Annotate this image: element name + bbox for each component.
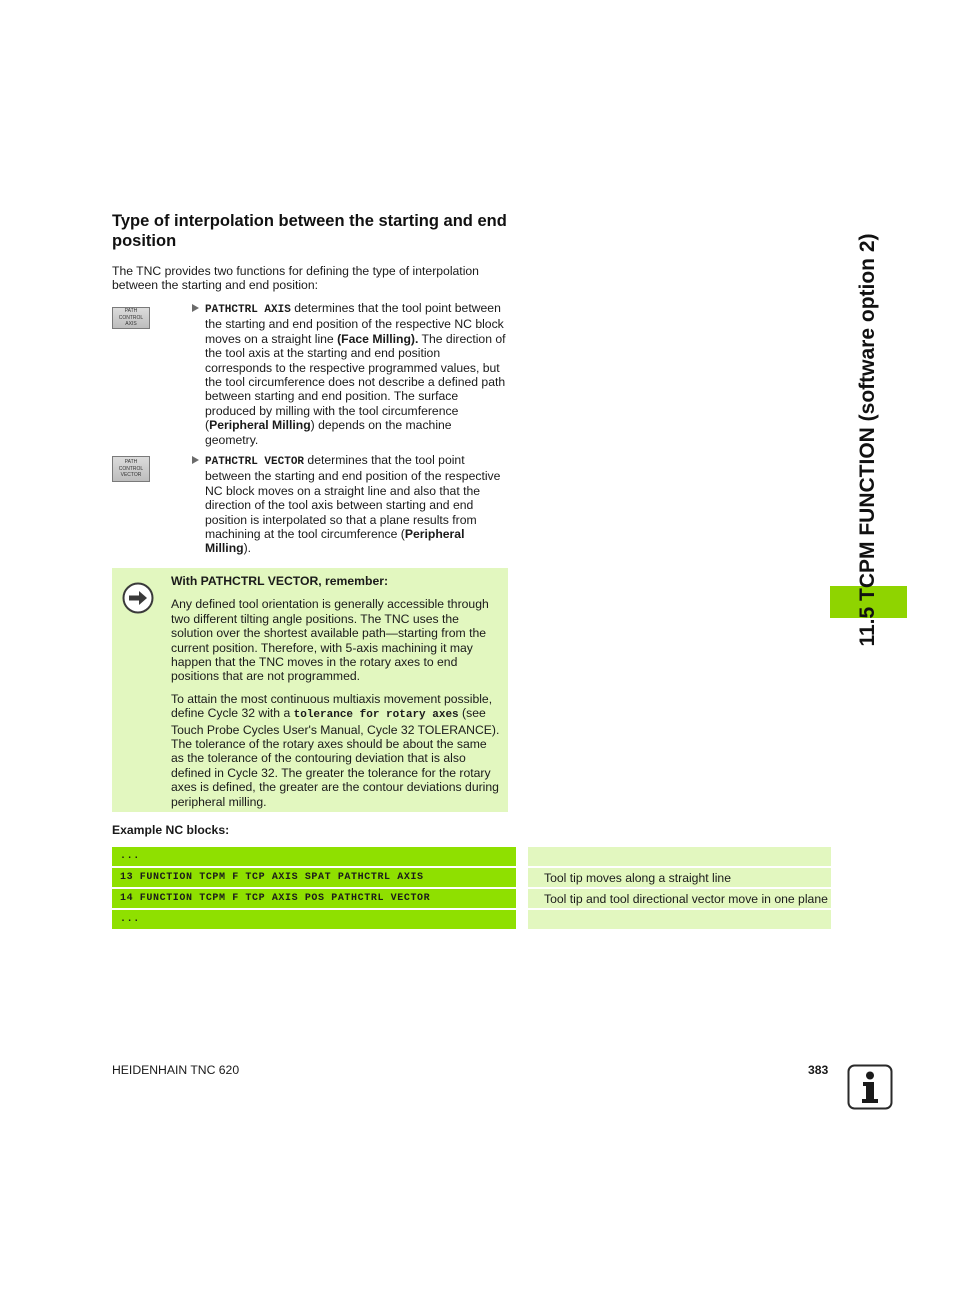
note-box [112,568,508,812]
bold-term: (Face Milling). [337,331,419,346]
note-heading: With PATHCTRL VECTOR, remember: [171,574,389,588]
table-row [112,868,831,887]
code-term: PATHCTRL AXIS [205,304,291,316]
code-term: tolerance for rotary axes [293,709,459,722]
bullet-text [205,453,507,556]
note-content [171,574,501,817]
softkey-line: PATH [124,459,138,466]
softkey-path-control-vector[interactable] [112,456,150,482]
nc-example-table [112,845,831,931]
chapter-title: 11.5 TCPM FUNCTION (software option 2) [856,233,879,647]
softkey-path-control-axis[interactable] [112,307,150,329]
softkey-line: VECTOR [120,472,142,479]
nc-code-cell: 14 FUNCTION TCPM F TCP AXIS POS PATHCTRL VECTOR [112,889,516,908]
bullet-text [205,301,507,447]
table-row [112,889,831,908]
note-paragraph [171,692,501,809]
cell-spacer [516,847,528,866]
table-row [112,910,831,929]
table-row [112,847,831,866]
bullet-pathctrl-axis [192,301,507,447]
triangle-right-icon [192,456,199,464]
text-run: (see Touch Probe Cycles User's Manual, Cycle 32 TOLERANCE). The tolerance of the rotary axes should be about the same as the tolerance of the contouring deviation that is also defined in Cycle 32. The greater the tolerance for the rotary axes is defined, the greater are the contour deviations during peripheral milling. [171,706,500,809]
triangle-right-icon [192,304,199,312]
text-run: determines that the tool point between the starting and end position of the respective NC block moves on a straight line and also that the direction of the tool axis between starting and end position is interpolated so that a plane results from machining at the tool circumference ( [205,453,501,542]
intro-paragraph: The TNC provides two functions for defining the type of interpolation between the starting and end position: [112,264,479,293]
nc-desc-cell: Tool tip and tool directional vector move in one plane [528,889,831,908]
text-run: ). [243,541,252,556]
softkey-line: CONTROL [118,314,144,321]
footer-product: HEIDENHAIN TNC 620 [112,1063,240,1077]
cell-spacer [516,910,528,929]
bold-term: Peripheral Milling [209,418,311,433]
text-run: ) depends on the machine geometry. [205,418,452,447]
nc-desc-cell: Tool tip moves along a straight line [528,868,831,887]
nc-code-cell: ... [112,910,516,929]
softkey-line: CONTROL [118,465,144,472]
text-run: The direction of the tool axis at the starting and end position corresponds to the respective programmed values, but the tool circumference does not describe a defined path between starting and end position. The surface produced by milling with the tool circumference ( [205,331,506,433]
page-number: 383 [808,1063,829,1077]
note-paragraph: Any defined tool orientation is generally accessible through two different tilting angle positions. The TNC uses the solution over the shortest available path—starting from the current position. Therefore, with 5-axis machining it may happen that the TNC moves in the rotary axes to end positions that are not programmed. [171,597,489,684]
nc-desc-cell [528,847,831,866]
info-icon [847,1064,893,1110]
section-title: Type of interpolation between the starting and end position [112,212,507,250]
arrow-right-circle-icon [122,582,154,614]
bold-term: Peripheral Milling [205,527,465,556]
code-term: PATHCTRL VECTOR [205,456,305,468]
nc-desc-cell [528,910,831,929]
bullet-pathctrl-vector [192,453,507,556]
nc-code-cell: ... [112,847,516,866]
nc-code-cell: 13 FUNCTION TCPM F TCP AXIS SPAT PATHCTRL AXIS [112,868,516,887]
softkey-line: PATH [124,308,138,315]
cell-spacer [516,889,528,908]
text-run: To attain the most continuous multiaxis movement possible, define Cycle 32 with a [171,691,493,721]
softkey-line: AXIS [125,321,137,328]
text-run: determines that the tool point between the starting and end position of the respective NC block moves on a straight line [205,301,504,346]
example-label: Example NC blocks: [112,823,230,837]
cell-spacer [516,868,528,887]
